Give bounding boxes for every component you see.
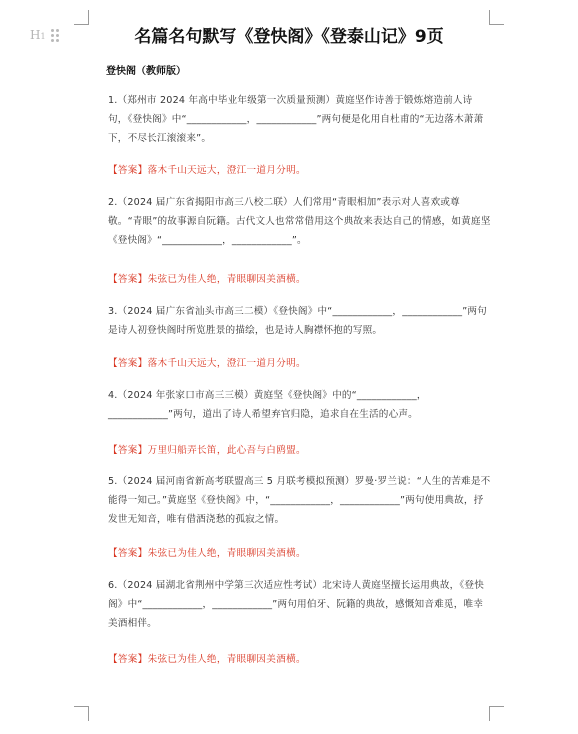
question-6 <box>87 576 491 633</box>
answer-5: 【答案】朱弦已为佳人绝，青眼聊因美酒横。 <box>108 548 306 559</box>
question-text: 4.（2024 年张家口市高三三模）黄庭坚《登快阁》中的“____________，____________”两句，道出了诗人希望弃官归隐，追求自在生活的心声。 <box>108 390 427 420</box>
answer-4: 【答案】万里归船弄长笛，此心吾与白鸥盟。 <box>108 445 306 456</box>
answer-1: 【答案】落木千山天远大，澄江一道月分明。 <box>108 165 306 176</box>
question-4 <box>87 386 491 424</box>
question-2 <box>87 193 491 250</box>
answer-2: 【答案】朱弦已为佳人绝，青眼聊因美酒横。 <box>108 274 306 285</box>
heading-icon[interactable]: H1 <box>30 28 46 42</box>
answer-6: 【答案】朱弦已为佳人绝，青眼聊因美酒横。 <box>108 654 306 665</box>
question-text: 3.（2024 届广东省汕头市高三二模）《登快阁》中“____________，____________”两句是诗人初登快阁时所览胜景的描绘，也是诗人胸襟怀抱的写照。 <box>108 306 487 336</box>
question-1 <box>87 91 491 148</box>
crop-mark-bottom-left <box>74 706 89 721</box>
question-text: 5.（2024 届河南省新高考联盟高三 5 月联考模拟预测）罗曼·罗兰说：“人生的苦难是不能得一知己。”黄庭坚《登快阁》中，“____________，____________”两句使用典故，抒发世无知音，唯有借酒浇愁的孤寂之情。 <box>108 476 491 525</box>
page-title: 名篇名句默写《登快阁》《登泰山记》9页 <box>134 27 444 47</box>
section-subtitle: 登快阁（教师版） <box>106 66 186 77</box>
answer-3: 【答案】落木千山天远大，澄江一道月分明。 <box>108 358 306 369</box>
crop-mark-bottom-right <box>489 706 504 721</box>
question-5 <box>87 472 491 529</box>
question-3 <box>87 302 491 340</box>
question-text: 6.（2024 届湖北省荆州中学第三次适应性考试）北宋诗人黄庭坚擅长运用典故，《登快阁》中“____________，____________”两句用伯牙、阮籍的典故，感慨知音难觅，唯幸美酒相伴。 <box>108 580 484 629</box>
question-text: 2.（2024 届广东省揭阳市高三八校二联）人们常用“青眼相加”表示对人喜欢或尊敬。“青眼”的故事源自阮籍。古代文人也常常借用这个典故来表达自己的情感，如黄庭坚《登快阁》“____________，____________”。 <box>108 197 491 246</box>
question-text: 1.（郑州市 2024 年高中毕业年级第一次质量预测）黄庭坚作诗善于锻炼熔造前人诗句，《登快阁》中“____________，____________”两句便是化用自杜甫的“无边落木萧萧下，不尽长江滚滚来”。 <box>108 95 484 144</box>
